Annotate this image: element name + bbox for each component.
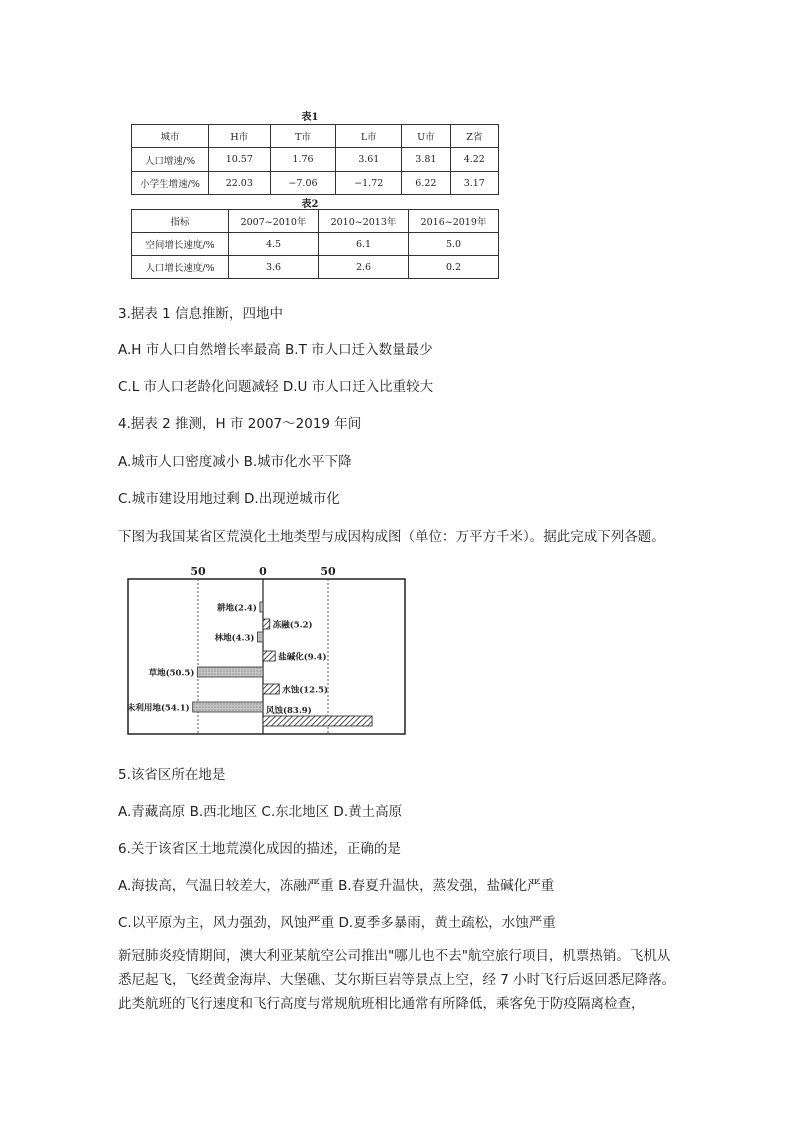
table-cell: 10.57 [209,148,271,172]
table1 [131,124,499,195]
cause-label: 冻融(5.2) [272,620,313,631]
table1-header-cell: H市 [209,125,271,148]
q4-options-ab: A.城市人口密度减小 B.城市化水平下降 [118,454,352,470]
cause-bar [263,716,372,726]
table2-caption: 表2 [301,199,319,210]
cause-bar [263,619,270,629]
cause-bar [263,684,279,694]
cause-label: 风蚀(83.9) [266,706,312,716]
table-cell: 0.2 [409,256,499,279]
q6-stem: 6.关于该省区土地荒漠化成因的描述，正确的是 [118,841,401,857]
land-type-bar [257,632,263,642]
table-cell: 空间增长速度/% [132,233,229,256]
table-row [132,256,499,279]
table1-caption: 表1 [301,112,319,123]
cause-bar [263,651,275,661]
q5-stem: 5.该省区所在地是 [118,767,226,783]
q4-options-cd: C.城市建设用地过剩 D.出现逆城市化 [118,491,340,507]
passage: 新冠肺炎疫情期间，澳大利亚某航空公司推出"哪儿也不去"航空旅行项目，机票热销。飞机从悉尼起飞，飞经黄金海岸、大堡礁、艾尔斯巨岩等景点上空，经 7 小时飞行后返回悉尼降落。此类航班的飞行速度和飞行高度与常规航班相比通常有所降低，乘客免于防疫隔离检查， [118,948,676,1012]
table-cell: 22.03 [209,172,271,195]
table1-header-row [132,125,499,148]
q5-options: A.青藏高原 B.西北地区 C.东北地区 D.黄土高原 [118,804,403,820]
land-type-bar [260,602,263,612]
table-cell: 5.0 [409,233,499,256]
table-row [132,148,499,172]
q3-options-ab: A.H 市人口自然增长率最高 B.T 市人口迁入数量最少 [118,342,433,358]
table2-header-row [132,210,499,233]
table-cell: 人口增长速度/% [132,256,229,279]
axis-tick-label: 50 [190,565,206,578]
table2-header-cell: 2007~2010年 [229,210,319,233]
table2-header-cell: 2010~2013年 [319,210,409,233]
table-cell: 3.81 [402,148,450,172]
table-row [132,233,499,256]
q3-options-cd: C.L 市人口老龄化问题减轻 D.U 市人口迁入比重较大 [118,379,434,395]
table1-header-cell: L市 [336,125,402,148]
table-cell: 3.61 [336,148,402,172]
table-cell: 4.22 [450,148,498,172]
cause-label: 水蚀(12.5) [282,685,328,696]
q3-stem: 3.据表 1 信息推断，四地中 [118,306,284,322]
table-cell: 3.6 [229,256,319,279]
axis-tick-label: 0 [259,565,267,578]
table-cell: −1.72 [336,172,402,195]
chart-intro: 下图为我国某省区荒漠化土地类型与成因构成图（单位：万平方千米）。据此完成下列各题。 [118,529,665,545]
table1-header-cell: Z省 [450,125,498,148]
q6-options-cd: C.以平原为主，风力强劲，风蚀严重 D.夏季多暴雨，黄土疏松，水蚀严重 [118,915,556,931]
desertification-chart [118,562,408,740]
land-type-label: 耕地(2.4) [217,603,257,614]
table-cell: 人口增速/% [132,148,209,172]
land-type-label: 草地(50.5) [148,668,195,679]
q4-stem: 4.据表 2 推测，H 市 2007～2019 年间 [118,416,362,432]
table-cell: −7.06 [270,172,336,195]
axis-tick-label: 50 [320,565,336,578]
table-row [132,172,499,195]
q6-options-ab: A.海拔高，气温日较差大，冻融严重 B.春夏升温快，蒸发强，盐碱化严重 [118,878,555,894]
table1-header-cell: T市 [270,125,336,148]
land-type-label: 未利用地(54.1) [126,703,190,714]
table-cell: 6.22 [402,172,450,195]
table-cell: 1.76 [270,148,336,172]
table1-header-cell: U市 [402,125,450,148]
land-type-label: 林地(4.3) [214,633,255,644]
table-cell: 6.1 [319,233,409,256]
table2 [131,209,499,279]
land-type-bar [193,702,263,712]
table-cell: 4.5 [229,233,319,256]
table-cell: 3.17 [450,172,498,195]
table-cell: 小学生增速/% [132,172,209,195]
table2-header-cell: 指标 [132,210,229,233]
table-cell: 2.6 [319,256,409,279]
table2-header-cell: 2016~2019年 [409,210,499,233]
table1-header-cell: 城市 [132,125,209,148]
cause-label: 盐碱化(9.4) [278,652,327,663]
land-type-bar [197,667,263,677]
